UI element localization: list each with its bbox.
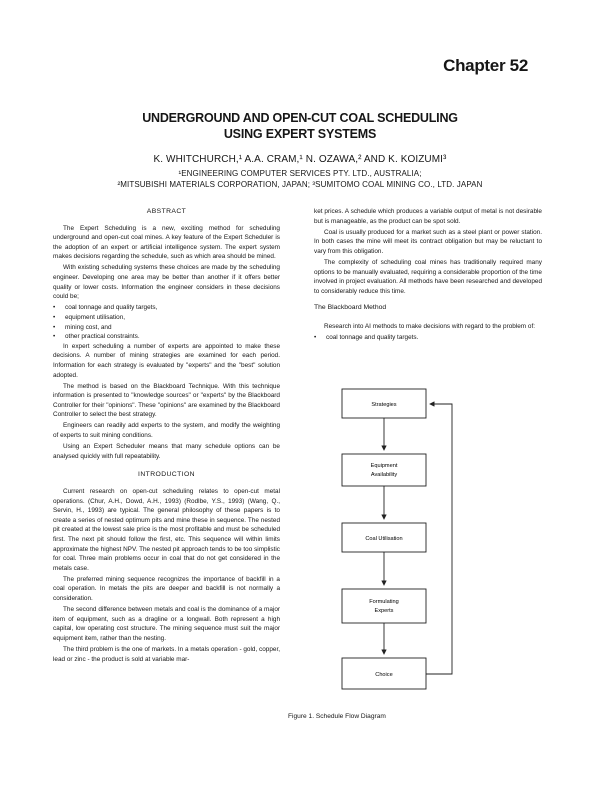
bullet-item: • equipment utilisation, [53,313,280,323]
abstract-paragraph: The Expert Scheduling is a new, exciting method for scheduling underground and open-cut coal mines. A key feature of the Expert Scheduler is the adoption of an expert or artificial intelligence system. The expert system makes decisions regarding the schedule, such as which area should be mined. [53,224,280,261]
flow-box-label: Strategies [371,402,397,408]
body-paragraph: Research into AI methods to make decisions with regard to the problem of: [324,322,535,330]
flow-box-label: Equipment Availability [370,463,398,478]
flow-box-label: Coal Utilisation [365,536,403,542]
introduction-paragraph: The preferred mining sequence recognizes the importance of backfill in a coal operation. In metals the pits are deeper and backfill is not normally a consideration. [53,575,280,602]
flow-box-formulating-experts [342,589,426,623]
affiliation-line-2: ²MITSUBISHI MATERIALS CORPORATION, JAPAN; ³SUMITOMO COAL MINING CO., LTD. JAPAN [117,180,483,189]
abstract-paragraph: With existing scheduling systems these choices are made by the scheduling engineer. Developing one area may be better than another if it offers better quality or lower costs. Information the engineer considers in these decisions could be; [53,264,280,301]
flow-feedback-arrow [426,404,452,674]
bullet-item: • mining cost, and [53,323,280,333]
flow-box-equipment-availability [342,454,426,486]
body-paragraph: Coal is usually produced for a market such as a steel plant or power station. In both cases the mine will meet its contract obligation but may be reluctant to vary from this obligation. [314,228,542,255]
flow-box-label: Formulating Experts [369,599,399,614]
abstract-paragraph: In expert scheduling a number of experts are appointed to make these decisions. A number of mining strategies are examined for each period. Information for each strategy is evaluated by "experts" and the "best" solution adopted. [53,342,280,379]
body-paragraph: The complexity of scheduling coal mines has traditionally required many options to be manually evaluated, requiring a considerable proportion of the time involved in project evaluation. All methods have been researched and developed to considerably reduce this time. [314,258,542,295]
paper-title-line-2: USING EXPERT SYSTEMS [223,127,377,141]
bullet-item: • other practical constraints. [53,332,280,342]
flow-box-label: Choice [375,672,393,678]
section-heading-blackboard: The Blackboard Method [314,304,387,312]
bullet-item: • coal tonnage and quality targets, [53,303,280,313]
affiliation-line-1: ¹ENGINEERING COMPUTER SERVICES PTY. LTD., AUSTRALIA; [178,169,422,178]
introduction-paragraph: The second difference between metals and coal is the dominance of a major item of equipment, such as a dragline or a longwall. Both represent a high capital, low operating cost structure. The mining sequence must suit the major equipment item, rather than the nesting. [53,606,280,642]
abstract-heading: ABSTRACT [146,208,187,215]
introduction-paragraph: Current research on open-cut scheduling relates to open-cut metal operations. (Chur, A.H., Dowd, A.H., 1993) (Rodlbe, Y.S., 1993) (Wang, Q., Servin, H., 1993) are typical. The general philosophy of these papers is to create a series of nested optimum pits and mine these in sequence. The nested pit created at the lowest sale price is the most profitable and must be scheduled first. The next pit should follow the first, etc. This sequence will within limits approximate the highest NPV. The nested pit approach tends to be too simplistic for coal. Three main problems occur in coal that do not get considered in the metals case. [53,487,280,572]
author-list: K. WHITCHURCH,¹ A.A. CRAM,¹ N. OZAWA,² AND K. KOIZUMI³ [153,154,447,165]
bullet-item: • coal tonnage and quality targets. [314,333,542,343]
figure-caption: Figure 1. Schedule Flow Diagram [288,713,386,720]
chapter-number: Chapter 52 [443,56,528,75]
introduction-paragraph: The third problem is the one of markets. In a metals operation - gold, copper, lead or zinc - the product is sold at variable mar- [53,645,280,663]
abstract-paragraph: The method is based on the Blackboard Technique. With this technique information is presented to "knowledge sources" or "experts" by the Blackboard Controller for their "opinions". These "opinions" are examined by the Blackboard Controller to select the best strategy. [53,382,280,419]
body-paragraph: ket prices. A schedule which produces a variable output of metal is not desirable but is manageable, as the product can be spot sold. [314,208,542,225]
introduction-heading: INTRODUCTION [138,471,195,479]
paper-title-line-1: UNDERGROUND AND OPEN-CUT COAL SCHEDULING [142,111,458,125]
abstract-paragraph: Using an Expert Scheduler means that many schedule options can be analysed quickly with full repeatability. [53,443,280,460]
abstract-paragraph: Engineers can readily add experts to the system, and modify the weighting of experts to suit mining conditions. [53,422,280,440]
